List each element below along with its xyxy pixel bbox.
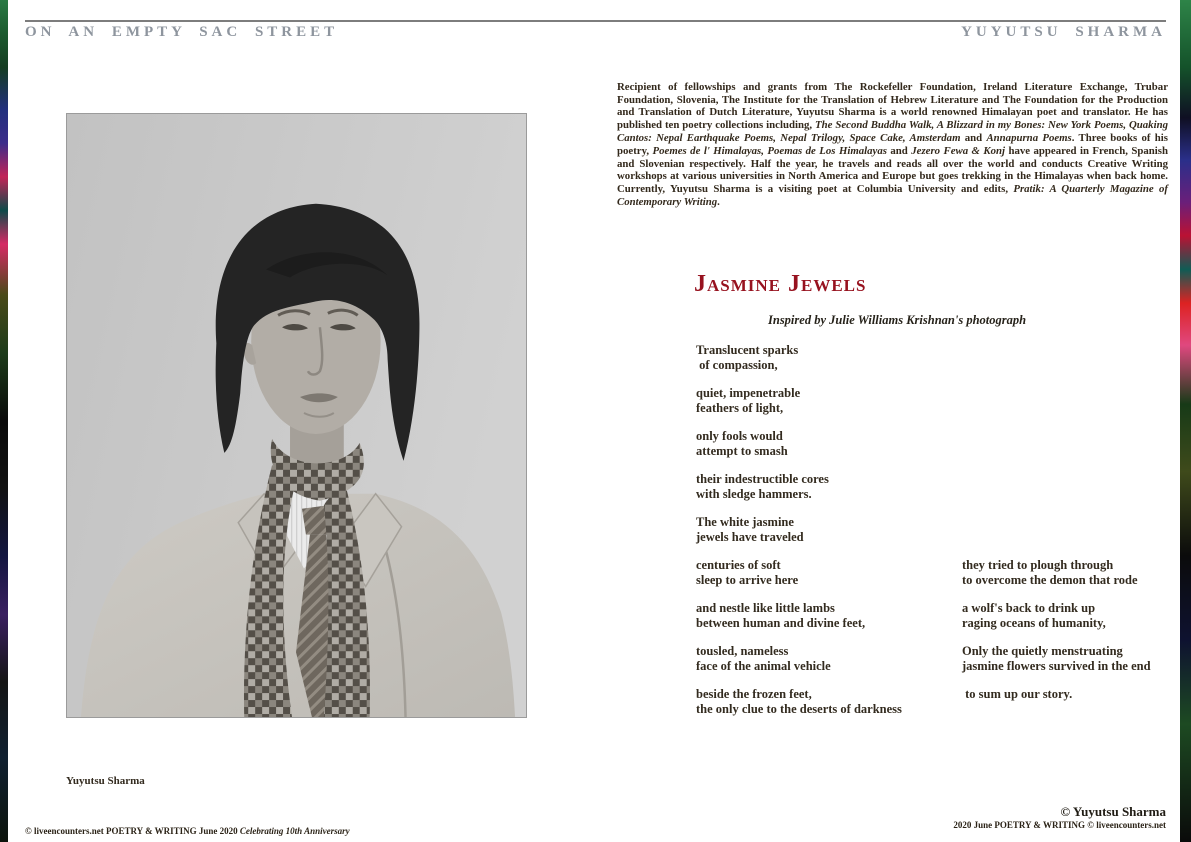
portrait-photo	[66, 113, 527, 718]
poem-stanza	[962, 687, 1182, 702]
poem-line: beside the frozen feet,	[696, 687, 812, 701]
poem-line: only fools would	[696, 429, 783, 443]
text-segment-italic: Pratik: A Quarterly Magazine of Contemporary Writing	[617, 183, 1168, 208]
poem-line: tousled, nameless	[696, 644, 789, 658]
poem-title: Jasmine Jewels	[694, 271, 867, 297]
right-color-strip	[1180, 0, 1191, 842]
poem-line: centuries of soft	[696, 558, 781, 572]
text-segment: have appeared in French, Spanish and Slovenian respectively. Half the year, he travels and reads all over the world and conducts Creative Writing workshops at various universities in North America and Europe but goes trekking in the Himalayas when back home. Currently, Yuyutsu Sharma is a visiting poet at Columbia University and edits,	[617, 144, 1168, 196]
text-segment: and	[886, 144, 912, 157]
poem-line: the only clue to the deserts of darkness	[696, 701, 902, 716]
text-segment-italic: Annapurna Poems	[986, 131, 1072, 144]
poem-line: jewels have traveled	[696, 529, 804, 544]
poem-line: with sledge hammers.	[696, 486, 812, 501]
text-segment: .	[717, 195, 720, 208]
poem-stanza	[696, 429, 1016, 458]
poem-line: Only the quietly menstruating	[962, 644, 1123, 658]
poem-line: of compassion,	[696, 357, 778, 372]
author-header: YUYUTSU SHARMA	[961, 24, 1166, 40]
text-segment-italic: Poemes de l' Himalayas, Poemas de Los Himalayas	[652, 144, 887, 157]
footer-left-credit	[25, 826, 350, 836]
poem-stanza	[696, 386, 1016, 415]
poem-dedication: Inspired by Julie Williams Krishnan's photograph	[768, 313, 1027, 327]
poem-stanza	[696, 515, 1016, 544]
left-color-strip	[0, 0, 8, 842]
text-segment: and	[960, 131, 987, 144]
poem-line: quiet, impenetrable	[696, 386, 801, 400]
poem-line: a wolf's back to drink up	[962, 601, 1096, 615]
poem-stanza	[962, 644, 1182, 673]
poem-line: The white jasmine	[696, 515, 794, 529]
author-bio	[617, 81, 1168, 209]
header-rule	[25, 20, 1166, 22]
poem-column-2	[962, 558, 1182, 716]
text-segment-italic: The Second Buddha Walk, A Blizzard in my Bones: New York Poems, Quaking Cantos: Nepal Earthquake Poems, Nepal Trilogy, Space Cake, Amsterdam	[617, 119, 1168, 144]
footer-right-credit	[953, 805, 1166, 830]
poem-line: to overcome the demon that rode	[962, 572, 1138, 587]
poem-line: between human and divine feet,	[696, 615, 866, 630]
poem-line: feathers of light,	[696, 400, 784, 415]
poem-stanza	[696, 343, 1016, 372]
poem-line: sleep to arrive here	[696, 572, 799, 587]
poem-line: their indestructible cores	[696, 472, 829, 486]
text-segment: Recipient of fellowships and grants from The Rockefeller Foundation, Ireland Literature Exchange, Trubar Foundation, Slovenia, The Institute for the Translation of Hebrew Literature and The Foundation for the Production and Translation of Dutch Literature, Yuyutsu Sharma is a world renowned Himalayan poet and translator. He has published ten poetry collections including,	[617, 80, 1168, 132]
text-segment: . Three books of his poetry,	[617, 131, 1169, 157]
footer-author-copyright: © Yuyutsu Sharma	[1060, 804, 1166, 819]
photo-caption: Yuyutsu Sharma	[66, 775, 145, 787]
poem-line: and nestle like little lambs	[696, 601, 835, 615]
text-segment: © liveencounters.net POETRY & WRITING June 2020	[25, 826, 240, 836]
poem-line: face of the animal vehicle	[696, 658, 831, 673]
poem-stanza	[696, 472, 1016, 501]
poem-line: attempt to smash	[696, 443, 788, 458]
poem-stanza	[962, 601, 1182, 630]
poem-line: to sum up our story.	[962, 687, 1073, 701]
footer-publication-line: 2020 June POETRY & WRITING © liveencounters.net	[953, 820, 1166, 830]
poem-line: they tried to plough through	[962, 558, 1114, 572]
text-segment-italic: Jezero Fewa & Konj	[911, 144, 1006, 157]
page-title: ON AN EMPTY SAC STREET	[25, 24, 339, 40]
poem-line: raging oceans of humanity,	[962, 615, 1106, 630]
portrait-photo-illustration	[67, 114, 526, 717]
poem-stanza	[962, 558, 1182, 587]
text-segment-italic: Celebrating 10th Anniversary	[239, 826, 350, 836]
poem-line: jasmine flowers survived in the end	[962, 658, 1151, 673]
poem-line: Translucent sparks	[696, 343, 799, 357]
